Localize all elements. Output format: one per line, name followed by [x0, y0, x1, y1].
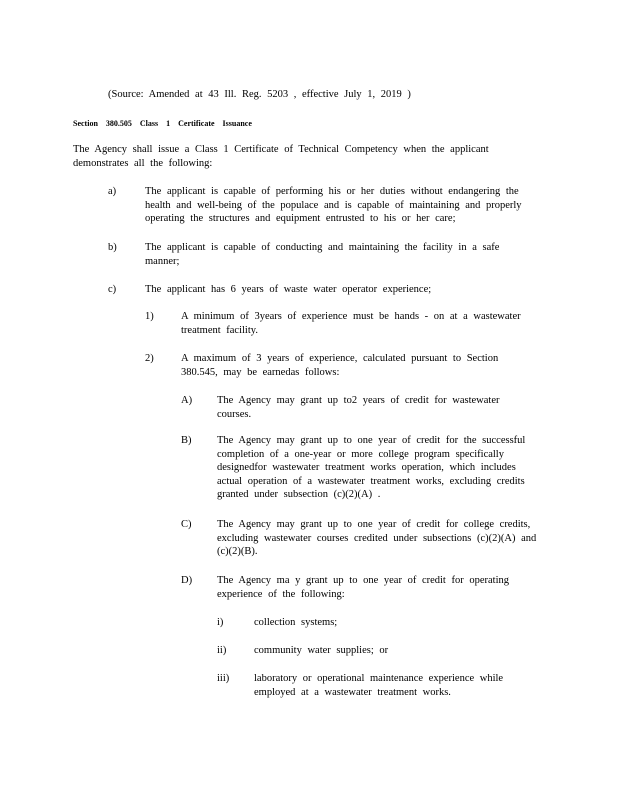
item-marker: B) — [181, 435, 192, 446]
item-marker: a) — [108, 186, 117, 197]
item-marker: 1) — [145, 311, 154, 322]
item-text: A maximum of 3 years of experience, calculated pursuant to Section 380.545, may be earnedas follows: — [181, 353, 499, 378]
item-text: The Agency may grant up to2 years of credit for wastewater courses. — [217, 395, 500, 420]
item-text: A minimum of 3years of experience must be hands - on at a wastewater treatment facility. — [181, 311, 521, 336]
item-marker: 2) — [145, 353, 154, 364]
item-text: The Agency ma y grant up to one year of credit for operating experience of the following: — [217, 575, 509, 600]
item-text: The applicant has 6 years of waste water operator experience; — [145, 284, 432, 295]
item-text: The applicant is capable of performing his or her duties without endangering the health and well-being of the populace and is capable of maintaining and properly operating the structures and equipment entrusted to his or her care; — [145, 186, 522, 224]
item-text: community water supplies; or — [254, 645, 389, 656]
item-marker: i) — [217, 617, 224, 628]
item-text: collection systems; — [254, 617, 338, 628]
item-text: The applicant is capable of conducting and maintaining the facility in a safe manner; — [145, 242, 500, 267]
section-number: 380.505 — [105, 119, 132, 128]
section-heading — [73, 117, 252, 131]
item-marker: A) — [181, 395, 193, 406]
section-title: Class 1 Certificate Issuance — [139, 119, 252, 128]
source-note: (Source: Amended at 43 Ill. Reg. 5203 , effective July 1, 2019 ) — [108, 89, 411, 100]
section-label: Section — [73, 119, 98, 128]
item-text: The Agency may grant up to one year of credit for the successful completion of a one-year or more college program specifically designedfor wastewater treatment works operation, which includes actual operation of a wastewater treatment works, excluding credits granted under subsection (c)(2)(A) . — [217, 435, 526, 500]
item-marker: c) — [108, 284, 117, 295]
item-marker: D) — [181, 575, 193, 586]
item-marker: C) — [181, 519, 192, 530]
item-marker: ii) — [217, 645, 227, 656]
item-text: laboratory or operational maintenance experience while employed at a wastewater treatment works. — [254, 673, 504, 698]
item-text: The Agency may grant up to one year of credit for college credits, excluding wastewater courses credited under subsections (c)(2)(A) and (c)(2)(B). — [217, 519, 537, 557]
item-marker: iii) — [217, 673, 230, 684]
intro-paragraph: The Agency shall issue a Class 1 Certificate of Technical Competency when the applicant demonstrates all the following: — [73, 144, 489, 169]
item-marker: b) — [108, 242, 117, 253]
